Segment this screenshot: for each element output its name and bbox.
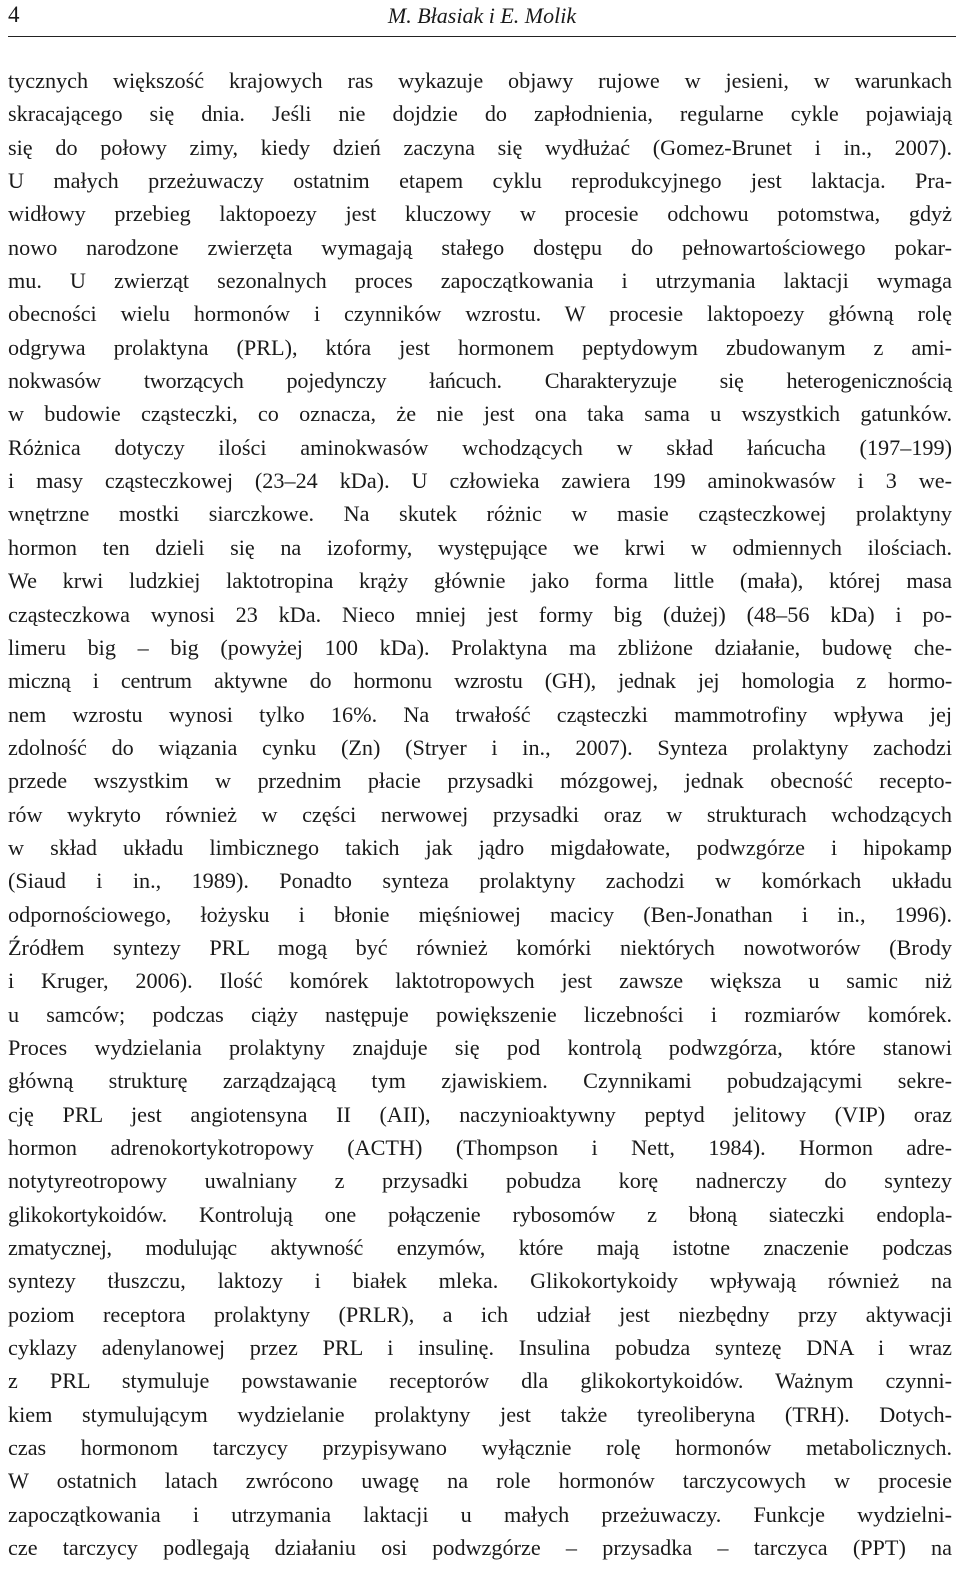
- running-head: M. Błasiak i E. Molik: [387, 3, 577, 28]
- text-line: główną strukturę zarządzającą tym zjawiskiem. Czynnikami pobudzającymi sekre-: [8, 1068, 952, 1094]
- text-line: i Kruger, 2006). Ilość komórek laktotropowych jest zawsze większa u samic niż: [8, 968, 952, 994]
- text-line: widłowy przebieg laktopoezy jest kluczowy w procesie odchowu potomstwa, gdyż: [8, 201, 952, 227]
- text-line: Proces wydzielania prolaktyny znajduje się pod kontrolą podwzgórza, które stanowi: [8, 1034, 952, 1060]
- text-line: syntezy tłuszczu, laktozy i białek mleka. Glikokortykoidy wpływają również na: [8, 1268, 952, 1294]
- text-line: (Siaud i in., 1989). Ponadto synteza prolaktyny zachodzi w komórkach układu: [8, 868, 952, 894]
- text-line: cyklazy adenylanowej przez PRL i insulinę. Insulina pobudza syntezę DNA i wraz: [8, 1335, 952, 1361]
- text-line: obecności wielu hormonów i czynników wzrostu. W procesie laktopoezy główną rolę: [8, 301, 952, 327]
- text-line: notytyreotropowy uwalniany z przysadki pobudza korę nadnerczy do syntezy: [8, 1168, 952, 1194]
- text-line: w budowie cząsteczki, co oznacza, że nie jest ona taka sama u wszystkich gatunków.: [8, 401, 952, 427]
- text-line: mu. U zwierząt sezonalnych proces zapoczątkowania i utrzymania laktacji wymaga: [8, 268, 952, 294]
- text-line: hormon ten dzieli się na izoformy, występujące we krwi w odmiennych ilościach.: [8, 534, 952, 560]
- text-line: czas hormonom tarczycy przypisywano wyłącznie rolę hormonów metabolicznych.: [8, 1435, 952, 1461]
- text-line: odgrywa prolaktyna (PRL), która jest hormonem peptydowym zbudowanym z ami-: [8, 334, 952, 360]
- text-line: cze tarczycy podlegają działaniu osi podwzgórze – przysadka – tarczyca (PPT) na: [8, 1535, 952, 1561]
- text-line: w skład układu limbicznego takich jak jądro migdałowate, podwzgórze i hipokamp: [8, 834, 952, 860]
- text-line: kiem stymulującym wydzielanie prolaktyny jest także tyreoliberyna (TRH). Dotych-: [8, 1401, 952, 1427]
- text-line: przede wszystkim w przednim płacie przysadki mózgowej, jednak obecność recepto-: [8, 768, 952, 794]
- text-line: zmatycznej, modulując aktywność enzymów, które mają istotne znaczenie podczas: [8, 1235, 952, 1261]
- text-line: odpornościowego, łożysku i błonie mięśniowej macicy (Ben-Jonathan i in., 1996).: [8, 901, 952, 927]
- text-line: zapoczątkowania i utrzymania laktacji u małych przeżuwaczy. Funkcje wydzielni-: [8, 1501, 952, 1527]
- page-header: [8, 0, 956, 37]
- text-line: i masy cząsteczkowej (23–24 kDa). U człowieka zawiera 199 aminokwasów i 3 we-: [8, 468, 952, 494]
- text-line: poziom receptora prolaktyny (PRLR), a ich udział jest niezbędny przy aktywacji: [8, 1301, 952, 1327]
- text-line: glikokortykoidów. Kontrolują one połączenie rybosomów z błoną siateczki endopla-: [8, 1201, 952, 1227]
- text-line: nem wzrostu wynosi tylko 16%. Na trwałość cząsteczki mammotrofiny wpływa jej: [8, 701, 952, 727]
- text-line: hormon adrenokortykotropowy (ACTH) (Thompson i Nett, 1984). Hormon adre-: [8, 1135, 952, 1160]
- text-line: limeru big – big (powyżej 100 kDa). Prolaktyna ma zbliżone działanie, budowę che-: [8, 634, 952, 660]
- text-line: rów wykryto również w części nerwowej przysadki oraz w strukturach wchodzących: [8, 801, 952, 827]
- text-line: z PRL stymuluje powstawanie receptorów dla glikokortykoidów. Ważnym czynni-: [8, 1368, 952, 1394]
- text-line: skracającego się dnia. Jeśli nie dojdzie do zapłodnienia, regularne cykle pojawiają: [8, 101, 952, 127]
- text-line: tycznych większość krajowych ras wykazuje objawy rujowe w jesieni, w warunkach: [8, 68, 952, 93]
- body-paragraph: [8, 64, 952, 1564]
- text-line: We krwi ludzkiej laktotropina krąży głównie jako forma little (mała), której masa: [8, 568, 952, 594]
- text-line: cząsteczkowa wynosi 23 kDa. Nieco mniej jest formy big (dużej) (48–56 kDa) i po-: [8, 601, 952, 627]
- text-line: wnętrzne mostki siarczkowe. Na skutek różnic w masie cząsteczkowej prolaktyny: [8, 501, 952, 527]
- text-line: U małych przeżuwaczy ostatnim etapem cyklu reprodukcyjnego jest laktacja. Pra-: [8, 168, 952, 194]
- page-number: 4: [8, 2, 20, 27]
- text-line: u samców; podczas ciąży następuje powiększenie liczebności i rozmiarów komórek.: [8, 1001, 952, 1027]
- text-line: Różnica dotyczy ilości aminokwasów wchodzących w skład łańcucha (197–199): [8, 434, 952, 460]
- text-line: miczną i centrum aktywne do hormonu wzrostu (GH), jednak jej homologia z hormo-: [8, 668, 952, 694]
- text-line: nokwasów tworzących pojedynczy łańcuch. Charakteryzuje się heterogenicznością: [8, 368, 952, 394]
- text-line: nowo narodzone zwierzęta wymagają stałego dostępu do pełnowartościowego pokar-: [8, 234, 952, 260]
- text-line: się do połowy zimy, kiedy dzień zaczyna się wydłużać (Gomez-Brunet i in., 2007).: [8, 134, 952, 160]
- text-line: cję PRL jest angiotensyna II (AII), naczynioaktywny peptyd jelitowy (VIP) oraz: [8, 1101, 952, 1127]
- text-line: Źródłem syntezy PRL mogą być również komórki niektórych nowotworów (Brody: [8, 934, 952, 960]
- text-line: zdolność do wiązania cynku (Zn) (Stryer i in., 2007). Synteza prolaktyny zachodzi: [8, 734, 952, 760]
- text-line: W ostatnich latach zwrócono uwagę na role hormonów tarczycowych w procesie: [8, 1468, 952, 1494]
